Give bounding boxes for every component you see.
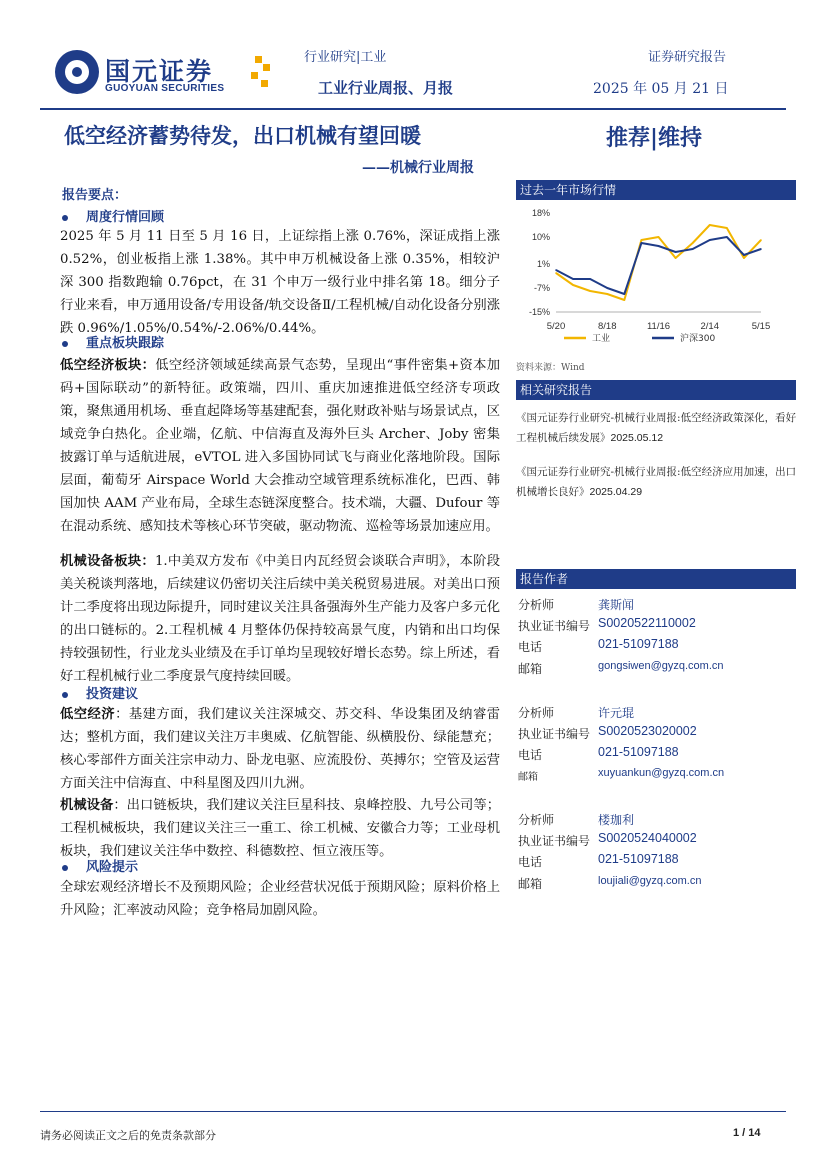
machinery-label: 机械设备板块： xyxy=(60,554,155,569)
x-tick-label: 5/15 xyxy=(751,321,771,332)
x-tick-label: 2/14 xyxy=(700,321,719,332)
series-point xyxy=(760,239,762,241)
report-title: 《国元证券行业研究-机械行业周报:低空经济政策深化，看好工程机械后续发展》 xyxy=(516,412,797,444)
logo-text-en: GUOYUAN SECURITIES xyxy=(105,83,225,94)
report-category: 行业研究|工业 xyxy=(304,50,387,65)
series-point xyxy=(606,293,608,295)
investment-low-air-label: 低空经济 xyxy=(60,707,116,722)
author-tel: 021-51097188 xyxy=(598,852,679,866)
author-tel: 021-51097188 xyxy=(598,637,679,651)
y-tick-label: 10% xyxy=(531,232,550,242)
series-point xyxy=(658,236,660,238)
author-tel-label: 电话 xyxy=(518,640,543,654)
report-date: 2025 年 05 月 21 日 xyxy=(593,81,729,97)
section-title: 风险提示 xyxy=(86,860,139,875)
section-title: 投资建议 xyxy=(86,687,139,702)
risk-text: 全球宏观经济增长不及预期风险；企业经营状况低于预期风险；原料价格上升风险；汇率波动风险；竞争格局加剧风险。 xyxy=(60,880,500,918)
author-mail-label: 邮箱 xyxy=(518,772,538,783)
section-risk xyxy=(62,856,138,875)
author-cert-label: 执业证书编号 xyxy=(518,834,591,848)
low-air-label: 低空经济板块： xyxy=(60,358,156,373)
author-tel-label: 电话 xyxy=(518,748,543,762)
report-series: 工业行业周报、月报 xyxy=(318,79,454,97)
series-point xyxy=(624,299,626,301)
report-date: 2025.04.29 xyxy=(589,486,643,498)
report-kind: 证券研究报告 xyxy=(648,50,727,65)
author-cert: S0020523020002 xyxy=(598,724,697,738)
bullet-icon xyxy=(62,692,68,698)
related-report-2 xyxy=(516,462,801,502)
section-investment xyxy=(62,683,138,702)
series-point xyxy=(760,248,762,250)
author-mail-link[interactable]: loujiali@gyzq.com.cn xyxy=(598,875,702,887)
series-point xyxy=(726,227,728,229)
author-name: 许元琨 xyxy=(598,706,635,720)
report-title: 《国元证券行业研究-机械行业周报:低空经济应用加速，出口机械增长良好》 xyxy=(516,466,797,498)
author-role: 分析师 xyxy=(518,706,555,720)
report-date: 2025.05.12 xyxy=(610,432,664,444)
series-point xyxy=(572,278,574,280)
series-point xyxy=(555,272,557,274)
header-divider xyxy=(40,108,786,110)
related-report-1 xyxy=(516,408,801,448)
series-point xyxy=(709,239,711,241)
author-name: 楼珈利 xyxy=(598,813,635,827)
author-role: 分析师 xyxy=(518,598,555,612)
low-air-text: 低空经济领域延续高景气态势，呈现出“事件密集+资本加码+国际联动”的新特征。政策端，四川、重庆加速推进低空经济专项政策，聚焦通用机场、垂直起降场等基建配套，强化财政补贴与场景试点，区域竞争白热化。企业端，亿航、中信海直及海外巨头 Archer、Joby 密集披露订单与适航进展，eVTOL 进入多国协同试飞与商业化落地阶段。国际层面，葡萄牙 Airspace World 大会推动空域管理系统标准化，巴西、韩国加快 AAM 产业布局，全球生态链深度整合。技术端，大疆、Dufour 等在混动系统、感知技术等核心环节突破，驱动物流、巡检等场景加速应用。 xyxy=(60,358,500,534)
machinery-text: 1.中美双方发布《中美日内瓦经贸会谈联合声明》，本阶段美关税谈判落地，后续建议仍密切关注后续中美关税贸易进展。对美出口预计二季度将出现边际提升，同时建议关注具备强海外生产能力及客户多元化的出口链标的。2.工程机械 4 月整体仍保持较高景气度，内销和出口均保持较强韧性，行业龙头业绩及在手订单均呈现较好增长态势。综上所述，看好工程机械行业二季度景气度持续回暖。 xyxy=(60,554,500,684)
series-point xyxy=(709,224,711,226)
author-tel-label: 电话 xyxy=(518,855,543,869)
bullet-icon xyxy=(62,341,68,347)
bullet-icon xyxy=(62,865,68,871)
legend-label: 工业 xyxy=(592,334,611,344)
y-tick-label: -15% xyxy=(528,307,550,317)
author-tel: 021-51097188 xyxy=(598,745,679,759)
investment-low-air xyxy=(60,703,500,795)
series-point xyxy=(589,278,591,280)
low-air-paragraph xyxy=(60,354,500,538)
series-point xyxy=(675,257,677,259)
author-mail-label: 邮箱 xyxy=(518,662,543,676)
investment-low-air-text: ：基建方面，我们建议关注深城交、苏交科、华设集团及纳睿雷达；整机方面，我们建议关注万丰奥威、亿航智能、纵横股份、绿能慧充；核心零部件方面关注宗申动力、卧龙电驱、应流股份、英搏尔；空管及运营方面关注中信海直、中科星图及四川九洲。 xyxy=(60,707,501,791)
author-role: 分析师 xyxy=(518,813,555,827)
author-mail-link[interactable]: xuyuankun@gyzq.com.cn xyxy=(598,767,725,779)
machinery-paragraph xyxy=(60,550,500,688)
series-point xyxy=(743,254,745,256)
author-mail-link[interactable]: gongsiwen@gyzq.com.cn xyxy=(598,660,724,672)
author-cert-label: 执业证书编号 xyxy=(518,619,591,633)
y-tick-label: 1% xyxy=(536,259,550,269)
series-point xyxy=(658,245,660,247)
chart-source: 资料来源：Wind xyxy=(516,363,585,373)
rating: 推荐|维持 xyxy=(606,125,703,151)
investment-machinery xyxy=(60,794,500,863)
related-reports-header: 相关研究报告 xyxy=(516,380,796,400)
authors-header: 报告作者 xyxy=(516,569,796,589)
series-point xyxy=(641,239,643,241)
series-point xyxy=(692,242,694,244)
author-cert: S0020522110002 xyxy=(598,616,696,630)
section-sector-tracking xyxy=(62,332,164,351)
investment-machinery-label: 机械设备 xyxy=(60,798,114,813)
market-review-text: 2025 年 5 月 11 日至 5 月 16 日，上证综指上涨 0.76%，深证成指上涨 0.52%，创业板指上涨 1.38%。其中申万机械设备上涨 0.35%，相较沪深 300 指数跑输 0.76pct，在 31 个申万一级行业中排名第 18。细分子行业来看，申万通用设备/专用设备/轨交设备Ⅱ/工程机械/自动化设备分别涨跌 0.96%/1.05%/0.54%/-2.06%/0.44%。 xyxy=(60,229,500,336)
section-title: 重点板块跟踪 xyxy=(86,336,165,351)
series-point xyxy=(606,287,608,289)
x-tick-label: 8/18 xyxy=(598,321,617,332)
summary-label: 报告要点： xyxy=(62,188,128,203)
logo-text-cn: 国元证券 xyxy=(105,57,214,86)
x-tick-label: 11/16 xyxy=(646,321,671,332)
footer-disclaimer: 请务必阅读正文之后的免责条款部分 xyxy=(40,1129,216,1142)
market-chart-header: 过去一年市场行情 xyxy=(516,180,796,200)
y-tick-label: 18% xyxy=(531,208,550,218)
footer-divider xyxy=(40,1111,786,1112)
legend-label: 沪深300 xyxy=(680,334,716,344)
company-logo xyxy=(55,50,270,100)
page-subtitle: ——机械行业周报 xyxy=(362,160,474,176)
series-point xyxy=(726,236,728,238)
y-tick-label: -7% xyxy=(533,283,550,293)
market-line-chart xyxy=(516,205,796,355)
investment-machinery-text: ：出口链板块，我们建议关注巨星科技、泉峰控股、九号公司等；工程机械板块，我们建议关注三一重工、徐工机械、安徽合力等；工业母机板块，我们建议关注华中数控、科德数控、恒立液压等。 xyxy=(60,798,501,859)
series-point xyxy=(624,293,626,295)
author-cert: S0020524040002 xyxy=(598,831,697,845)
section-title: 周度行情回顾 xyxy=(86,210,165,225)
author-cert-label: 执业证书编号 xyxy=(518,727,591,741)
author-name: 龚斯闻 xyxy=(598,598,635,612)
x-tick-label: 5/20 xyxy=(546,321,566,332)
author-mail-label: 邮箱 xyxy=(518,877,543,891)
bullet-icon xyxy=(62,215,68,221)
series-point xyxy=(641,242,643,244)
series-point xyxy=(675,251,677,253)
logo-mark-icon xyxy=(55,50,99,94)
series-point xyxy=(692,248,694,250)
series-point xyxy=(589,290,591,292)
series-point xyxy=(743,257,745,259)
series-point xyxy=(555,269,557,271)
page-number: 1 / 14 xyxy=(733,1127,761,1139)
section-market-review xyxy=(62,206,164,225)
page-title: 低空经济蓄势待发，出口机械有望回暖 xyxy=(64,123,421,148)
series-point xyxy=(572,284,574,286)
